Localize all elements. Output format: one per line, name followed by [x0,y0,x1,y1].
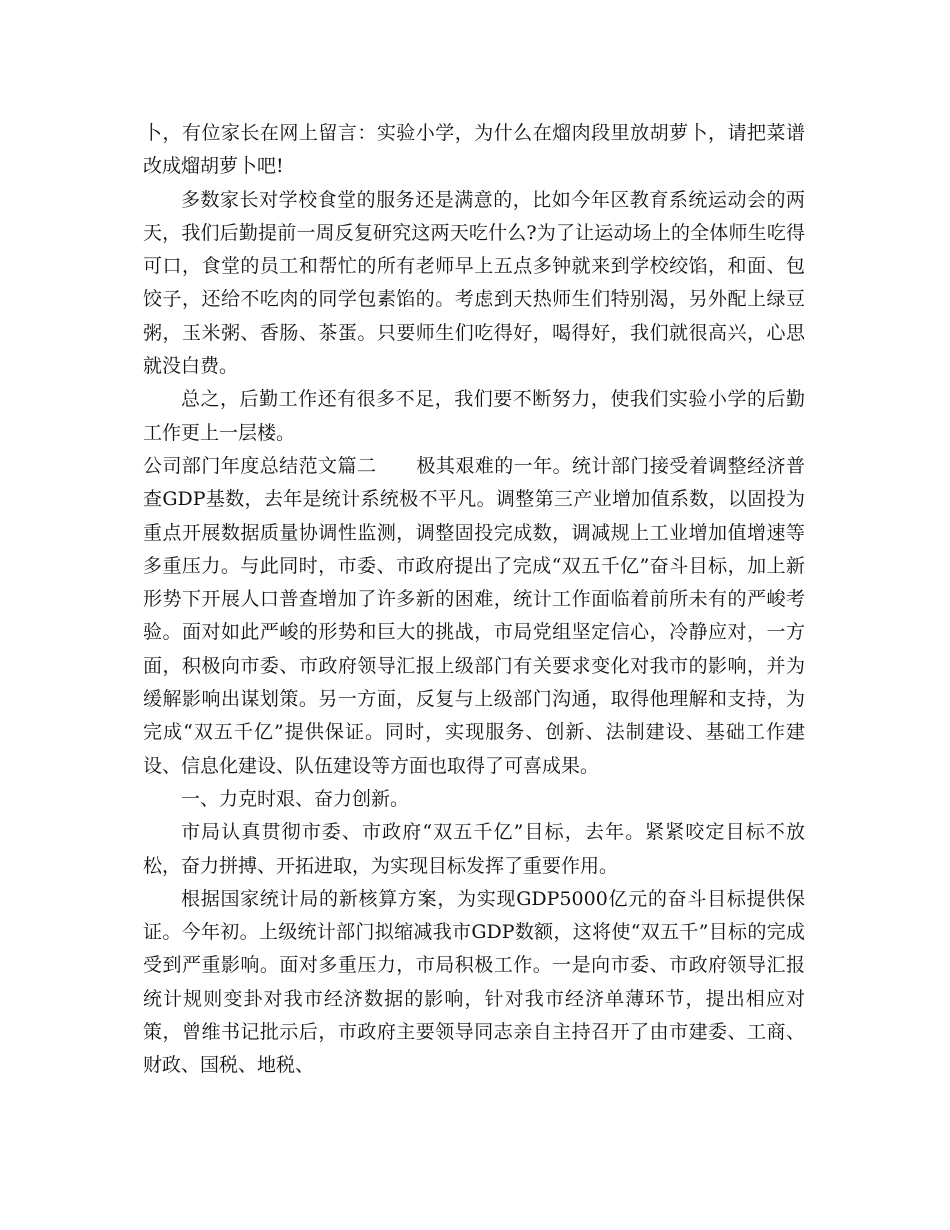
paragraph-gdp: 根据国家统计局的新核算方案，为实现GDP5000亿元的奋斗目标提供保证。今年初。上级统计部门拟缩减我市GDP数额，这将使“双五千”目标的完成受到严重影响。面对多重压力，市局积极工作。一是向市委、市政府领导汇报统计规则变卦对我市经济数据的影响，针对我市经济单薄环节，提出相应对策，曾维书记批示后，市政府主要领导同志亲自主持召开了由市建委、工商、财政、国税、地税、 [143,887,805,1077]
subheading-one: 一、力克时艰、奋力创新。 [181,787,410,810]
document-body [143,117,805,1083]
paragraph-goal: 市局认真贯彻市委、市政府“双五千亿”目标，去年。紧紧咬定目标不放松，奋力拼搏、开拓进取，为实现目标发挥了重要作用。 [143,821,805,877]
paragraph-conclusion: 总之，后勤工作还有很多不足，我们要不断努力，使我们实验小学的后勤工作更上一层楼。 [143,388,805,444]
paragraph-canteen-service: 多数家长对学校食堂的服务还是满意的，比如今年区教育系统运动会的两天，我们后勤提前一周反复研究这两天吃什么?为了让运动场上的全体师生吃得可口，食堂的员工和帮忙的所有老师早上五点多钟就来到学校绞馅，和面、包饺子，还给不吃肉的同学包素馅的。考虑到天热师生们特别渴，另外配上绿豆粥，玉米粥、香肠、茶蛋。只要师生们吃得好，喝得好，我们就很高兴，心思就没白费。 [143,188,805,378]
paragraph-section-two [143,450,805,783]
section-two-body: 极其艰难的一年。统计部门接受着调整经济普查GDP基数，去年是统计系统极不平凡。调整第三产业增加值系数，以固投为重点开展数据质量协调性监测，调整固投完成数，调减规上工业增加值增速等多重压力。与此同时，市委、市政府提出了完成“双五千亿”奋斗目标，加上新形势下开展人口普查增加了许多新的困难，统计工作面临着前所未有的严峻考验。面对如此严峻的形势和巨大的挑战，市局党组坚定信心，冷静应对，一方面，积极向市委、市政府领导汇报上级部门有关要求变化对我市的影响，并为缓解影响出谋划策。另一方面，反复与上级部门沟通，取得他理解和支持，为完成“双五千亿”提供保证。同时，实现服务、创新、法制建设、基础工作建设、信息化建设、队伍建设等方面也取得了可喜成果。 [143,454,805,777]
paragraph-continuation: 卜，有位家长在网上留言：实验小学，为什么在熘肉段里放胡萝卜，请把菜谱改成熘胡萝卜吧! [143,122,805,178]
section-heading: 公司部门年度总结范文篇二 [143,454,377,477]
